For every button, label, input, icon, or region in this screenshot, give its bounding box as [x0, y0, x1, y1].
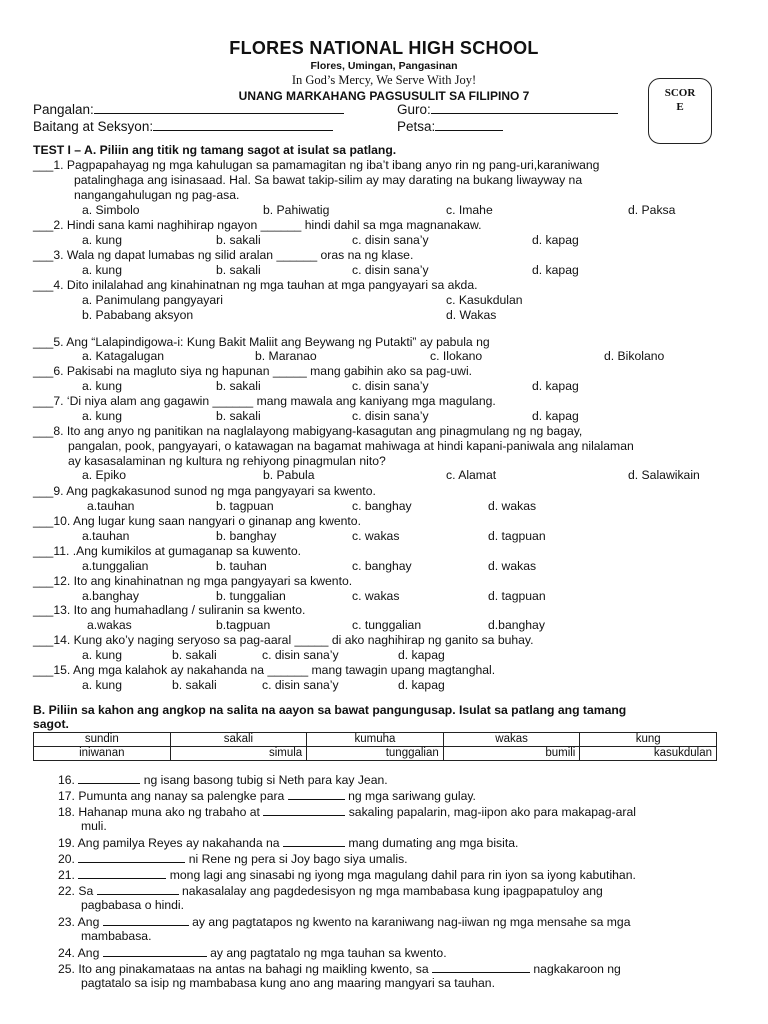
question-text: ___13. Ito ang humahadlang / suliranin sa kwento. — [33, 603, 306, 617]
question-text: ___14. Kung ako’y naging seryoso sa pag-aaral _____ di ako naghihirap ng ganito sa buhay. — [33, 633, 534, 647]
answer-choice[interactable]: c. banghay — [352, 559, 412, 573]
fill-in-item: 20. ni Rene ng pera si Joy bago siya umalis. — [58, 852, 408, 866]
answer-choice[interactable]: c. wakas — [352, 589, 400, 603]
answer-choice[interactable]: c. tunggalian — [352, 618, 422, 632]
answer-blank[interactable]: ___3. — [33, 248, 67, 262]
answer-choice[interactable]: c. Kasukdulan — [446, 293, 523, 307]
word-choice: sakali — [170, 733, 307, 747]
answer-choice[interactable]: a.tauhan — [87, 499, 135, 513]
word-choice: wakas — [443, 733, 580, 747]
answer-choice[interactable]: d. Wakas — [446, 308, 497, 322]
answer-choice[interactable]: d. kapag — [398, 648, 445, 662]
partb-instruction-cont: sagot. — [33, 717, 69, 731]
fill-in-item: 21. mong lagi ang sinasabi ng iyong mga magulang dahil para rin iyon sa iyong kabutihan. — [58, 868, 636, 882]
fill-in-item: 24. Ang ay ang pagtatalo ng mga tauhan sa kwento. — [58, 946, 447, 960]
answer-choice[interactable]: d. kapag — [532, 379, 579, 393]
answer-blank[interactable]: ___2. — [33, 218, 67, 232]
word-choice: iniwanan — [34, 747, 171, 761]
question-text: ___10. Ang lugar kung saan nangyari o ginanap ang kwento. — [33, 514, 361, 528]
answer-choice[interactable]: a. kung — [82, 678, 122, 692]
answer-blank[interactable] — [288, 788, 345, 800]
answer-choice[interactable]: d. tagpuan — [488, 529, 546, 543]
answer-blank[interactable]: ___8. — [33, 424, 67, 438]
word-choice: kasukdulan — [580, 747, 717, 761]
answer-choice[interactable]: a. kung — [82, 379, 122, 393]
question-text: ___12. Ito ang kinahinatnan ng mga pangyayari sa kwento. — [33, 574, 353, 588]
name-field: Pangalan: — [33, 102, 344, 117]
answer-blank[interactable]: ___14. — [33, 633, 74, 647]
question-text: ___2. Hindi sana kami naghihirap ngayon ______ hindi dahil sa mga magnanakaw. — [33, 218, 482, 232]
question-text-cont: nangangahulugan ng pag-asa. — [74, 188, 240, 202]
fill-in-item-cont: pagtatalo sa isip ng mambabasa kung ano ang maaring mangyari sa tauhan. — [81, 976, 495, 990]
answer-choice[interactable]: d. kapag — [532, 233, 579, 247]
question-text: ___9. Ang pagkakasunod sunod ng mga pangyayari sa kwento. — [33, 484, 376, 498]
fill-in-item: 16. ng isang basong tubig si Neth para kay Jean. — [58, 773, 388, 787]
answer-choice[interactable]: d. tagpuan — [488, 589, 546, 603]
test1-instruction: TEST I – A. Piliin ang titik ng tamang sagot at isulat sa patlang. — [33, 143, 397, 157]
answer-choice[interactable]: b. sakali — [172, 648, 217, 662]
answer-blank[interactable] — [283, 835, 345, 847]
answer-choice[interactable]: d. kapag — [398, 678, 445, 692]
answer-choice[interactable]: c. disin sana’y — [352, 409, 429, 423]
school-motto: In God’s Mercy, We Serve With Joy! — [291, 73, 477, 87]
question-text: ___7. ‘Di niya alam ang gagawin ______ mang mawala ang kaniyang mga magulang. — [33, 394, 496, 408]
answer-choice[interactable]: a. kung — [82, 648, 122, 662]
fill-in-item: 18. Hahanap muna ako ng trabaho at sakaling papalarin, mag-iipon ako para makapag-aral — [58, 805, 636, 819]
answer-blank[interactable]: ___9. — [33, 484, 67, 498]
fill-in-item: 25. Ito ang pinakamataas na antas na bahagi ng maikling kwento, sa nagkakaroon ng — [58, 962, 621, 976]
question-text: ___6. Pakisabi na magluto siya ng hapunan _____ mang gabihin ako sa pag-uwi. — [33, 364, 473, 378]
answer-blank[interactable]: ___4. — [33, 278, 67, 292]
question-text: ___1. Pagpapahayag ng mga kahulugan sa pamamagitan ng iba’t ibang anyo rin ng pang-uri,karaniwang — [33, 158, 600, 172]
answer-choice[interactable]: b.tagpuan — [216, 618, 271, 632]
answer-choice[interactable]: c. wakas — [352, 529, 400, 543]
answer-choice[interactable]: d. Bikolano — [604, 349, 665, 363]
answer-blank[interactable]: ___15. — [33, 663, 73, 677]
answer-blank[interactable] — [97, 883, 179, 895]
score-box — [648, 78, 712, 144]
word-choice: simula — [170, 747, 307, 761]
fill-in-item-cont: pagbabasa o hindi. — [81, 898, 185, 912]
answer-choice[interactable]: c. disin sana’y — [352, 263, 429, 277]
answer-choice[interactable]: a. Panimulang pangyayari — [82, 293, 223, 307]
word-choice: tunggalian — [307, 747, 444, 761]
answer-choice[interactable]: b. sakali — [216, 379, 261, 393]
answer-choice[interactable]: a.tauhan — [82, 529, 130, 543]
word-choice: kung — [580, 733, 717, 747]
answer-choice[interactable]: d. kapag — [532, 409, 579, 423]
fill-in-item: 23. Ang ay ang pagtatapos ng kwento na karaniwang nag-iiwan ng mga mensahe sa mga — [58, 915, 631, 929]
answer-choice[interactable]: c. disin sana’y — [262, 678, 339, 692]
answer-choice[interactable]: a.tunggalian — [82, 559, 149, 573]
answer-choice[interactable]: b. sakali — [216, 263, 261, 277]
question-text: ___8. Ito ang anyo ng panitikan na naglalayong mabigyang-kasagutan ang pinagmulang ng ng bagay, — [33, 424, 583, 438]
word-choice: kumuha — [307, 733, 444, 747]
answer-blank[interactable]: ___1. — [33, 158, 67, 172]
question-text-cont: pangalan, pook, pangyayari, o katawagan na bagamat mahiwaga at hindi kapani-paniwala ang nilalaman — [68, 439, 634, 453]
question-text: ___3. Wala ng dapat lumabas ng silid aralan ______ oras na ng klase. — [33, 248, 414, 262]
answer-choice[interactable]: b. sakali — [216, 409, 261, 423]
answer-choice[interactable]: a. Simbolo — [82, 203, 140, 217]
answer-blank[interactable] — [78, 772, 140, 784]
grade-section-field: Baitang at Seksyon: — [33, 119, 333, 134]
answer-blank[interactable]: ___7. — [33, 394, 67, 408]
fill-in-item: 22. Sa nakasalalay ang pagdedesisyon ng mga mambabasa kung ipagpapatuloy ang — [58, 884, 603, 898]
answer-choice[interactable]: b. sakali — [216, 233, 261, 247]
answer-choice[interactable]: c. disin sana’y — [262, 648, 339, 662]
word-choice-box — [33, 732, 717, 761]
exam-title: UNANG MARKAHANG PAGSUSULIT SA FILIPINO 7 — [238, 89, 530, 103]
answer-choice[interactable]: a. kung — [82, 233, 122, 247]
answer-blank[interactable]: ___11. — [33, 544, 73, 558]
school-name: FLORES NATIONAL HIGH SCHOOL — [229, 38, 539, 58]
answer-choice[interactable]: c. disin sana’y — [352, 233, 429, 247]
fill-in-item: 19. Ang pamilya Reyes ay nakahanda na mang dumating ang mga bisita. — [58, 836, 519, 850]
answer-blank[interactable] — [432, 961, 530, 973]
answer-choice[interactable]: a. Epiko — [82, 468, 127, 482]
score-label: SCOR — [664, 87, 696, 99]
answer-choice[interactable]: a. kung — [82, 263, 122, 277]
answer-choice[interactable]: c. disin sana’y — [352, 379, 429, 393]
answer-blank[interactable]: ___5. — [33, 335, 67, 349]
answer-choice[interactable]: b. Pababang aksyon — [82, 308, 194, 322]
date-field: Petsa: — [397, 119, 503, 134]
answer-blank[interactable]: ___13. — [33, 603, 74, 617]
fill-in-item-cont: mambabasa. — [81, 929, 152, 943]
answer-choice[interactable]: d. Salawikain — [628, 468, 700, 482]
question-text: ___15. Ang mga kalahok ay nakahanda na ______ mang tawagin upang magtanghal. — [33, 663, 496, 677]
answer-choice[interactable]: a.wakas — [87, 618, 132, 632]
word-choice: sundin — [34, 733, 171, 747]
answer-choice[interactable]: b. tunggalian — [216, 589, 286, 603]
answer-choice[interactable]: b. Pabula — [263, 468, 315, 482]
answer-choice[interactable]: b. sakali — [172, 678, 217, 692]
question-text: ___4. Dito inilalahad ang kinahinatnan ng mga tauhan at mga pangyayari sa akda. — [33, 278, 478, 292]
answer-choice[interactable]: d. Paksa — [628, 203, 676, 217]
score-label-cont: E — [676, 101, 684, 113]
answer-choice[interactable]: d. wakas — [488, 499, 537, 513]
question-text: ___5. Ang “Lalapindigowa-i: Kung Bakit Maliit ang Beywang ng Putakti” ay pabula ng — [33, 335, 490, 349]
answer-blank[interactable] — [103, 945, 207, 957]
answer-choice[interactable]: a. Katagalugan — [82, 349, 164, 363]
answer-choice[interactable]: b. Maranao — [255, 349, 317, 363]
answer-blank[interactable] — [103, 914, 189, 926]
answer-choice[interactable]: c. Alamat — [446, 468, 497, 482]
answer-blank[interactable]: ___10. — [33, 514, 73, 528]
answer-blank[interactable] — [263, 804, 345, 816]
answer-choice[interactable]: b. tagpuan — [216, 499, 274, 513]
question-text-cont: ay kasasalaminan ng kultura ng rehiyong pinagmulan nito? — [68, 454, 386, 468]
answer-choice[interactable]: a.banghay — [82, 589, 139, 603]
word-choice: bumili — [443, 747, 580, 761]
answer-choice[interactable]: b. tauhan — [216, 559, 267, 573]
answer-choice[interactable]: d.banghay — [488, 618, 545, 632]
partb-instruction: B. Piliin sa kahon ang angkop na salita na aayon sa bawat pangungusap. Isulat sa patlang ang tamang — [33, 703, 627, 717]
fill-in-item: 17. Pumunta ang nanay sa palengke para ng mga sariwang gulay. — [58, 789, 476, 803]
question-text: ___11. .Ang kumikilos at gumaganap sa kuwento. — [33, 544, 302, 558]
answer-choice[interactable]: b. Pahiwatig — [263, 203, 330, 217]
answer-choice[interactable]: c. Ilokano — [430, 349, 483, 363]
answer-choice[interactable]: b. banghay — [216, 529, 277, 543]
answer-blank[interactable]: ___12. — [33, 574, 74, 588]
answer-blank[interactable]: ___6. — [33, 364, 67, 378]
answer-blank[interactable] — [78, 867, 166, 879]
school-address: Flores, Umingan, Pangasinan — [310, 60, 458, 72]
answer-blank[interactable] — [78, 851, 185, 863]
answer-choice[interactable]: c. banghay — [352, 499, 412, 513]
answer-choice[interactable]: c. Imahe — [446, 203, 493, 217]
question-text-cont: patalinghaga ang isinasaad. Hal. Sa bawat takip-silim ay may darating na bukang liwayway na — [74, 173, 583, 187]
fill-in-item-cont: muli. — [81, 819, 107, 833]
answer-choice[interactable]: d. wakas — [488, 559, 537, 573]
answer-choice[interactable]: a. kung — [82, 409, 122, 423]
teacher-field: Guro: — [397, 102, 618, 117]
answer-choice[interactable]: d. kapag — [532, 263, 579, 277]
